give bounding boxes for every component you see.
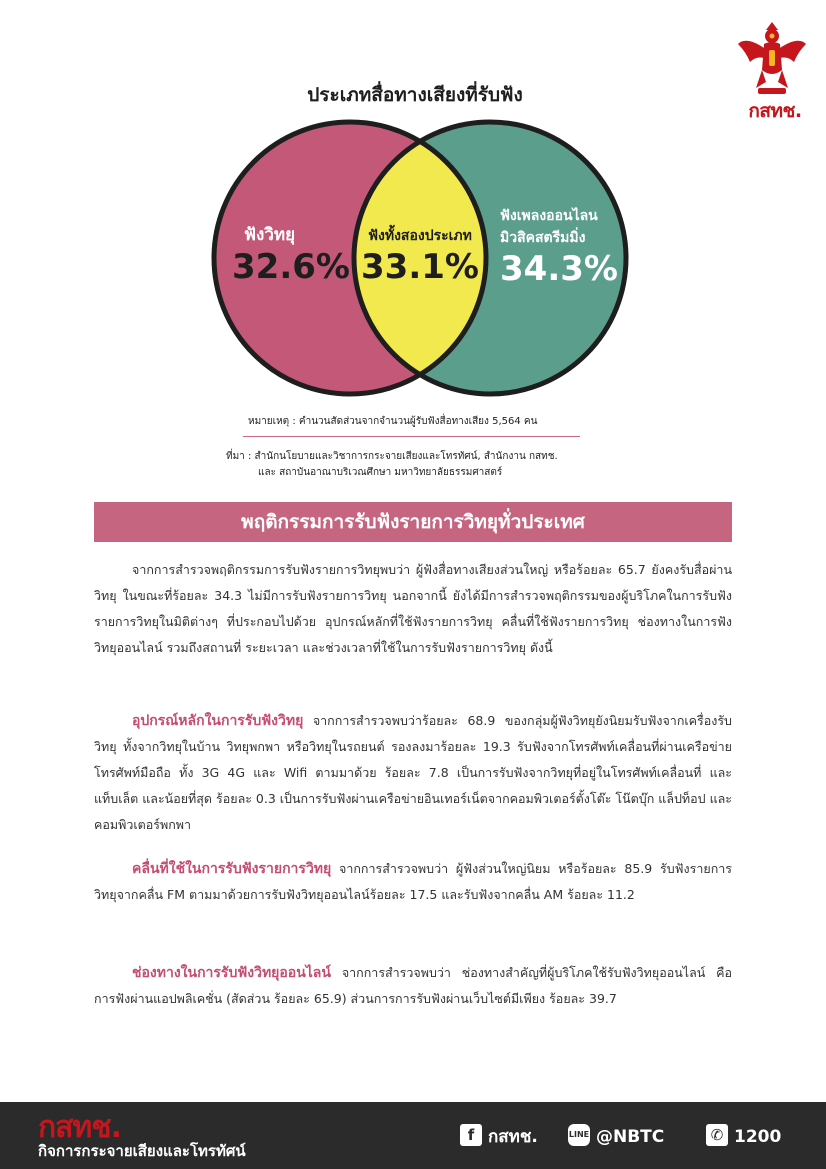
venn-diagram — [206, 118, 634, 402]
line-handle: @NBTC — [596, 1127, 665, 1147]
logo-text: กสทช. — [748, 100, 802, 122]
source-line-1: ที่มา : สำนักนโยบายและวิชาการกระจายเสียงและโทรทัศน์, สำนักงาน กสทช. — [226, 451, 558, 462]
paragraph-heading: คลื่นที่ใช้ในการรับฟังรายการวิทยุ — [132, 861, 332, 877]
paragraph-heading: อุปกรณ์หลักในการรับฟังวิทยุ — [132, 713, 304, 729]
phone-number: 1200 — [734, 1127, 782, 1147]
value-streaming: 34.3% — [500, 249, 618, 289]
phone-icon: ✆ — [706, 1124, 728, 1146]
phone-link[interactable] — [706, 1124, 781, 1150]
paragraph-intro: จากการสำรวจพฤติกรรมการรับฟังรายการวิทยุพบว่า ผู้ฟังสื่อทางเสียงส่วนใหญ่ หรือร้อยละ 65.7 ยังคงรับสื่อผ่านวิทยุ ในขณะที่ร้อยละ 34.3 ไม่มีการรับฟังรายการวิทยุ นอกจากนี้ ยังได้มีการสำรวจพฤติกรรมของผู้บริโภคในการรับฟังรายการวิทยุในมิติต่างๆ ที่ประกอบไปด้วย อุปกรณ์หลักที่ใช้ฟังรายการวิทยุ คลื่นที่ใช้ฟังรายการวิทยุ ช่องทางในการฟังวิทยุออนไลน์ รวมถึงสถานที่ ระยะเวลา และช่วงเวลาที่ใช้ในการรับฟังรายการวิทยุ ดังนี้ — [94, 562, 732, 655]
label-streaming-2: มิวสิคสตรีมมิ่ง — [500, 230, 586, 246]
label-radio: ฟังวิทยุ — [244, 225, 296, 245]
paragraph-devices — [94, 708, 732, 838]
paragraph-heading: ช่องทางในการรับฟังวิทยุออนไลน์ — [132, 965, 331, 981]
paragraph-body: จากการสำรวจพบว่าร้อยละ 68.9 ของกลุ่มผู้ฟังวิทยุยังนิยมรับฟังจากเครื่องรับวิทยุ ทั้งจากวิทยุในบ้าน วิทยุพกพา หรือวิทยุในรถยนต์ รองลงมาร้อยละ 19.3 รับฟังจากโทรศัพท์เคลื่อนที่ผ่านเครือข่ายโทรศัพท์มือถือ ทั้ง 3G 4G และ Wifi ตามมาด้วย ร้อยละ 7.8 เป็นการรับฟังจากวิทยุที่อยู่ในโทรศัพท์เคลื่อนที่ และแท็บเล็ต และน้อยที่สุด ร้อยละ 0.3 เป็นการรับฟังผ่านเครือข่ายอินเทอร์เน็ตจากคอมพิวเตอร์ตั้งโต๊ะ โน๊ตบุ๊ก แล็ปท็อป และ คอมพิวเตอร์พกพา — [94, 713, 732, 832]
facebook-handle: กสทช. — [488, 1127, 538, 1147]
line-link[interactable] — [568, 1124, 664, 1150]
paragraph-body: จากการสำรวจพบว่า ช่องทางสำคัญที่ผู้บริโภคใช้รับฟังวิทยุออนไลน์ คือ การฟังผ่านแอปพลิเคชั่น (สัดส่วน ร้อยละ 65.9) ส่วนการการรับฟังผ่านเว็บไซต์มีเพียง ร้อยละ 39.7 — [94, 965, 732, 1006]
diagram-title: ประเภทสื่อทางเสียงที่รับฟัง — [307, 84, 523, 106]
facebook-icon: f — [460, 1124, 482, 1146]
paragraph-online-channels — [94, 960, 732, 1012]
divider — [243, 436, 580, 437]
paragraph-body: จากการสำรวจพบว่า ผู้ฟังส่วนใหญ่นิยม หรือร้อยละ 85.9 รับฟังรายการวิทยุจากคลื่น FM ตามมาด้วยการรับฟังวิทยุออนไลน์ร้อยละ 17.5 และรับฟังจากคลื่น AM ร้อยละ 11.2 — [94, 861, 732, 902]
facebook-link[interactable] — [460, 1124, 538, 1150]
footer-brand: กสทช. — [38, 1110, 122, 1145]
label-streaming-1: ฟังเพลงออนไลน — [500, 208, 598, 224]
note-text: หมายเหตุ : คำนวนสัดส่วนจากจำนวนผู้รับฟังสื่อทางเสียง 5,564 คน — [248, 416, 538, 427]
footer-subtitle: กิจการกระจายเสียงและโทรทัศน์ — [38, 1142, 246, 1160]
line-icon: LINE — [568, 1124, 590, 1146]
value-radio: 32.6% — [232, 247, 350, 287]
value-both: 33.1% — [361, 247, 479, 287]
label-both: ฟังทั้งสองประเภท — [368, 228, 472, 244]
paragraph-frequency — [94, 856, 732, 908]
source-line-2: และ สถาบันอาณาบริเวณศึกษา มหาวิทยาลัยธรรมศาสตร์ — [258, 467, 503, 478]
section-title: พฤติกรรมการรับฟังรายการวิทยุทั่วประเทศ — [94, 502, 732, 542]
